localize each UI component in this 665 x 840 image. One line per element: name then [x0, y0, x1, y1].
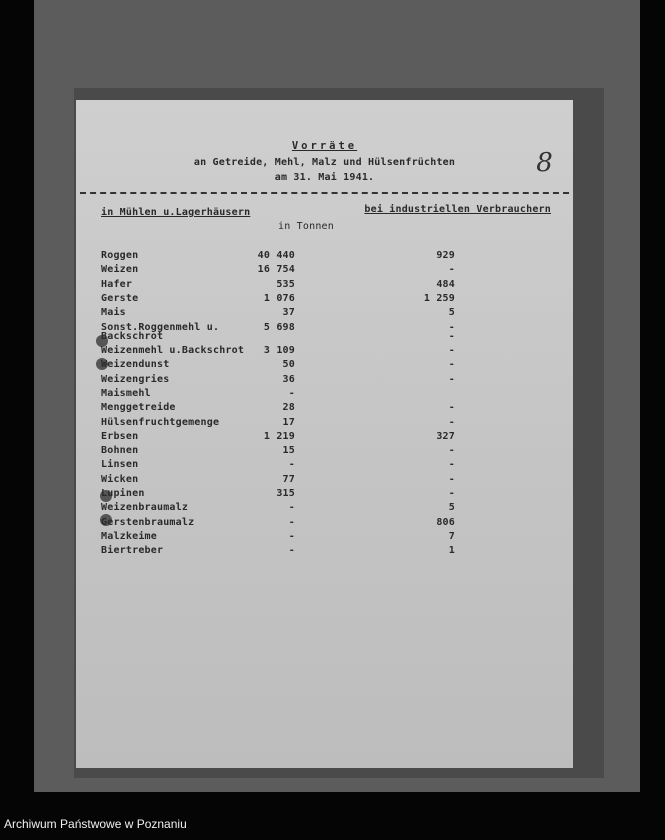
industry-value: -: [448, 402, 455, 414]
mills-value: 36: [282, 373, 295, 385]
industry-value: 5: [448, 307, 455, 319]
industry-value: 1: [448, 545, 455, 557]
row-label: Menggetreide: [101, 402, 176, 414]
industry-value: -: [448, 459, 455, 471]
handwritten-page-number: 8: [536, 148, 553, 178]
row-label: Weizenbraumalz: [101, 502, 189, 514]
mills-value: 50: [282, 359, 295, 371]
mills-value: -: [288, 502, 295, 514]
mills-value: 28: [282, 402, 295, 414]
industry-value: -: [448, 359, 455, 371]
row-label: Gerstenbraumalz: [101, 516, 195, 528]
row-label: Weizenmehl u.Backschrot: [101, 345, 245, 356]
industry-value: -: [448, 416, 455, 428]
row-label: Gerste: [101, 292, 139, 304]
industry-value: 5: [448, 502, 455, 514]
mills-value: 1 219: [263, 430, 295, 442]
mills-value: 77: [282, 473, 295, 485]
industry-value: -: [448, 264, 455, 276]
document-page: [76, 100, 573, 768]
row-label: Lupinen: [101, 488, 145, 499]
mills-value: 1 076: [263, 292, 295, 304]
row-label: Linsen: [101, 459, 139, 471]
industry-value: -: [448, 373, 455, 385]
document-title: Vorräte: [291, 140, 358, 152]
mills-value: 15: [282, 445, 295, 457]
mills-value: 535: [276, 278, 295, 290]
industry-value: -: [448, 445, 455, 457]
row-label: Malzkeime: [101, 530, 157, 542]
industry-value: -: [448, 321, 455, 333]
industry-value: 806: [436, 516, 455, 528]
industry-value: 929: [436, 250, 455, 261]
row-label: Weizengries: [101, 373, 170, 385]
industry-value: -: [448, 331, 455, 342]
industry-value: 7: [448, 530, 455, 542]
mills-value: 315: [276, 488, 295, 499]
column-header-mills: in Mühlen u.Lagerhäusern: [101, 207, 251, 218]
row-label: Backschrot: [101, 331, 164, 342]
document-subtitle: an Getreide, Mehl, Malz und Hülsenfrüchten: [193, 157, 456, 168]
mills-value: -: [288, 530, 295, 542]
industry-value: 484: [436, 278, 455, 290]
mills-value: 16 754: [257, 264, 295, 276]
mills-value: 40 440: [257, 250, 295, 261]
mills-value: 3 109: [263, 345, 295, 356]
row-label: Weizendunst: [101, 359, 170, 371]
document-date: am 31. Mai 1941.: [274, 172, 375, 183]
row-label: Bohnen: [101, 445, 139, 457]
mills-value: -: [288, 516, 295, 528]
archive-footer: Archiwum Państwowe w Poznaniu: [4, 817, 187, 831]
column-header-industry: bei industriellen Verbrauchern: [364, 204, 551, 215]
row-label: Weizen: [101, 264, 139, 276]
row-label: Mais: [101, 307, 126, 319]
mills-value: 17: [282, 416, 295, 428]
mills-value: 5 698: [263, 321, 295, 333]
industry-value: 327: [436, 430, 455, 442]
industry-value: -: [448, 345, 455, 356]
row-label: Biertreber: [101, 545, 164, 557]
mills-value: -: [288, 459, 295, 471]
industry-value: 1 259: [423, 292, 455, 304]
mills-value: -: [288, 545, 295, 557]
row-label: Sonst.Roggenmehl u.: [101, 321, 220, 333]
mills-value: -: [288, 387, 295, 399]
industry-value: -: [448, 488, 455, 499]
row-label: Wicken: [101, 473, 139, 485]
row-label: Hülsenfruchtgemenge: [101, 416, 220, 428]
row-label: Roggen: [101, 250, 139, 261]
row-label: Maismehl: [101, 387, 151, 399]
mills-value: 37: [282, 307, 295, 319]
unit-label: in Tonnen: [278, 221, 334, 232]
dashed-divider: [80, 192, 569, 194]
row-label: Erbsen: [101, 430, 139, 442]
row-label: Hafer: [101, 278, 133, 290]
industry-value: -: [448, 473, 455, 485]
